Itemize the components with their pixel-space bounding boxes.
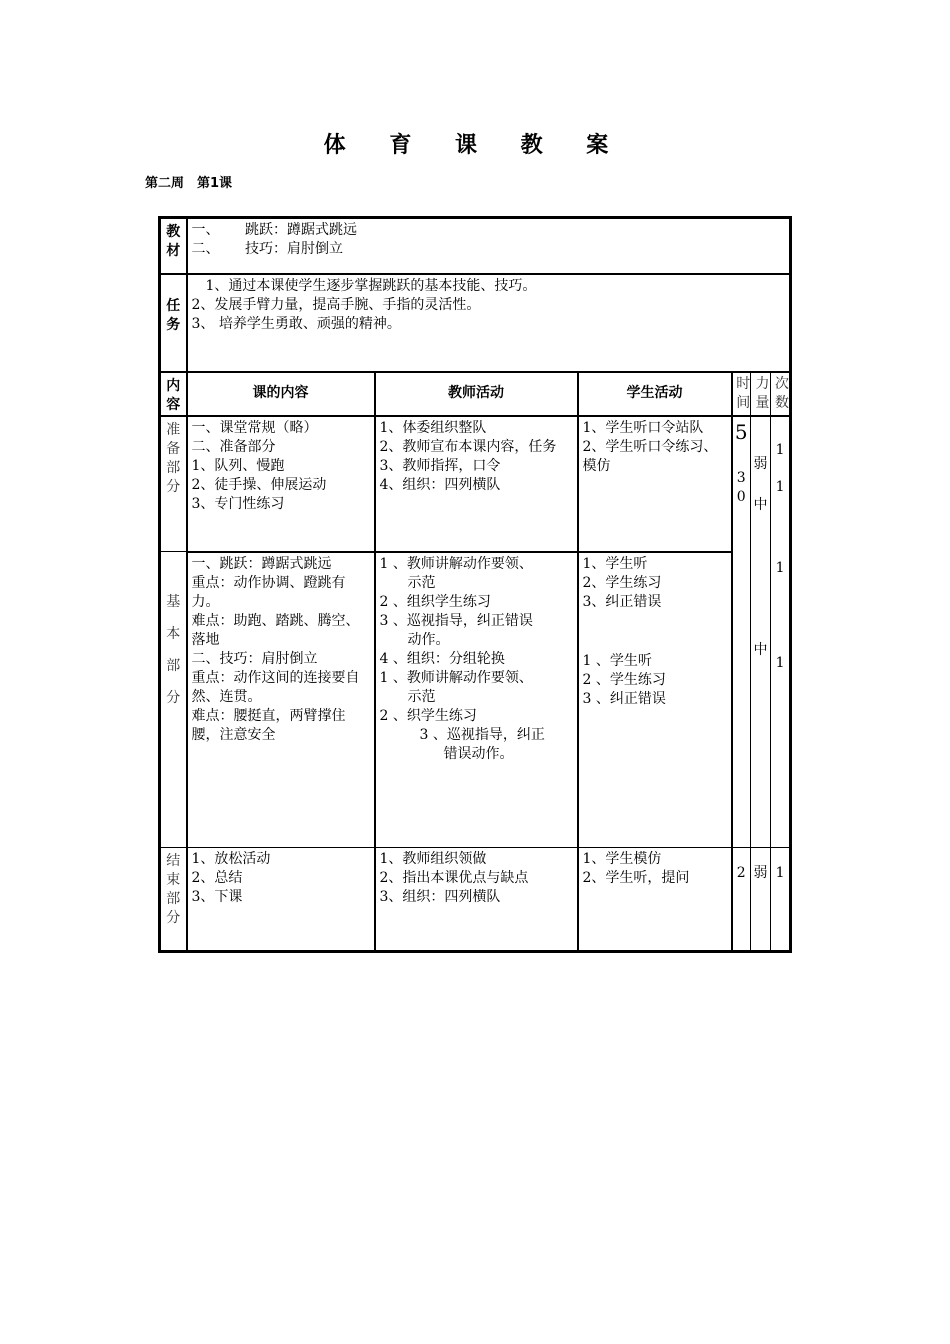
basic-teacher-line: 4 、组织：分组轮换 [379, 650, 505, 667]
basic-teacher-line: 示范 [407, 688, 436, 705]
intensity-header: 力量 [751, 372, 771, 416]
basic-teacher-line: 2 、织学生练习 [379, 707, 477, 724]
prep-content [187, 416, 375, 552]
basic-content-line: 难点：助跑、踏跳、腾空、落地 [191, 612, 360, 648]
prep-teacher-line: 2、教师宣布本课内容，任务 [379, 438, 557, 455]
lesson-plan-table [158, 216, 792, 953]
course-content-header: 课的内容 [187, 372, 375, 416]
end-time: 2 [732, 848, 751, 952]
tasks-label: 任务 [160, 274, 187, 372]
end-content-line: 3、下课 [191, 889, 243, 905]
task-line: 3、 培养学生勇敢、顽强的精神。 [191, 315, 401, 332]
end-teacher [375, 848, 578, 952]
prep-basic-intensity: 弱 中 中 [751, 416, 771, 848]
end-teacher-line: 2、指出本课优点与缺点 [379, 870, 529, 886]
basic-student-line: 1、学生听 [582, 555, 648, 572]
materials-label: 教材 [160, 218, 187, 274]
prep-basic-count: 1 1 1 1 [771, 416, 791, 848]
end-content-line: 2、总结 [191, 870, 243, 886]
content-header-label: 内容 [160, 372, 187, 416]
prep-student-line: 1、学生听口令站队 [582, 419, 704, 436]
week-lesson-label: 第二周 第1课 [145, 176, 233, 191]
prep-time: 5 30 [732, 416, 751, 848]
prep-teacher-line: 3、教师指挥，口令 [379, 457, 501, 474]
student-activity-header: 学生活动 [578, 372, 732, 416]
basic-student-line: 2、学生练习 [582, 574, 662, 591]
materials-content [187, 218, 791, 274]
basic-student-line: 1 、学生听 [582, 652, 652, 669]
basic-content [187, 552, 375, 848]
basic-teacher-line: 1 、教师讲解动作要领、 [379, 669, 533, 686]
basic-content-line: 重点：动作协调、蹬跳有力。 [191, 574, 346, 610]
basic-label: 基本部分 [160, 552, 187, 848]
prep-content-line: 二、准备部分 [191, 438, 276, 455]
prep-content-line: 2、徒手操、伸展运动 [191, 476, 327, 493]
basic-content-line: 重点：动作这间的连接要自然、连贯。 [191, 669, 360, 705]
prep-teacher-line: 1、体委组织整队 [379, 419, 487, 436]
end-teacher-line: 1、教师组织领做 [379, 851, 487, 867]
basic-teacher-line: 3 、巡视指导，纠正错误 [379, 612, 533, 629]
basic-teacher-line: 错误动作。 [443, 745, 514, 762]
prep-student [578, 416, 732, 552]
basic-teacher-line: 3 、巡视指导，纠正 [419, 726, 545, 743]
basic-content-line: 一、跳跃：蹲踞式跳远 [191, 555, 332, 572]
prep-content-line: 一、课堂常规（略） [191, 419, 318, 436]
prep-content-line: 3、专门性练习 [191, 495, 285, 512]
materials-line: 一、 跳跃：蹲踞式跳远 [191, 222, 357, 238]
basic-student-line: 3 、纠正错误 [582, 690, 666, 707]
basic-content-line: 难点：腰挺直，两臂撑住腰，注意安全 [191, 707, 346, 743]
end-content-line: 1、放松活动 [191, 851, 271, 867]
count-header: 次数 [771, 372, 791, 416]
end-content [187, 848, 375, 952]
basic-student-line: 2 、学生练习 [582, 671, 666, 688]
basic-student [578, 552, 732, 848]
end-student [578, 848, 732, 952]
basic-teacher [375, 552, 578, 848]
end-count: 1 [771, 848, 791, 952]
prep-label: 准备部分 [160, 416, 187, 552]
basic-teacher-line: 示范 [407, 574, 436, 591]
page-title: 体 育 课 教 案 [323, 133, 627, 158]
basic-student-line: 3、纠正错误 [582, 593, 662, 610]
prep-teacher [375, 416, 578, 552]
basic-teacher-line: 动作。 [407, 631, 450, 648]
end-student-line: 2、学生听，提问 [582, 870, 690, 886]
teacher-activity-header: 教师活动 [375, 372, 578, 416]
basic-content-line: 二、技巧：肩肘倒立 [191, 650, 318, 667]
basic-teacher-line: 2 、组织学生练习 [379, 593, 491, 610]
end-intensity: 弱 [751, 848, 771, 952]
tasks-content [187, 274, 791, 372]
prep-content-line: 1、队列、慢跑 [191, 457, 285, 474]
task-line: 1、通过本课使学生逐步掌握跳跃的基本技能、技巧。 [191, 277, 537, 294]
task-line: 2、发展手臂力量，提高手腕、手指的灵活性。 [191, 296, 481, 313]
basic-teacher-line: 1 、教师讲解动作要领、 [379, 555, 533, 572]
end-student-line: 1、学生模仿 [582, 851, 662, 867]
time-header: 时间 [732, 372, 751, 416]
prep-student-line: 2、学生听口令练习、模仿 [582, 438, 718, 474]
end-teacher-line: 3、组织：四列横队 [379, 889, 501, 905]
materials-line: 二、 技巧：肩肘倒立 [191, 241, 343, 257]
end-label: 结束部分 [160, 848, 187, 952]
prep-teacher-line: 4、组织：四列横队 [379, 476, 501, 493]
